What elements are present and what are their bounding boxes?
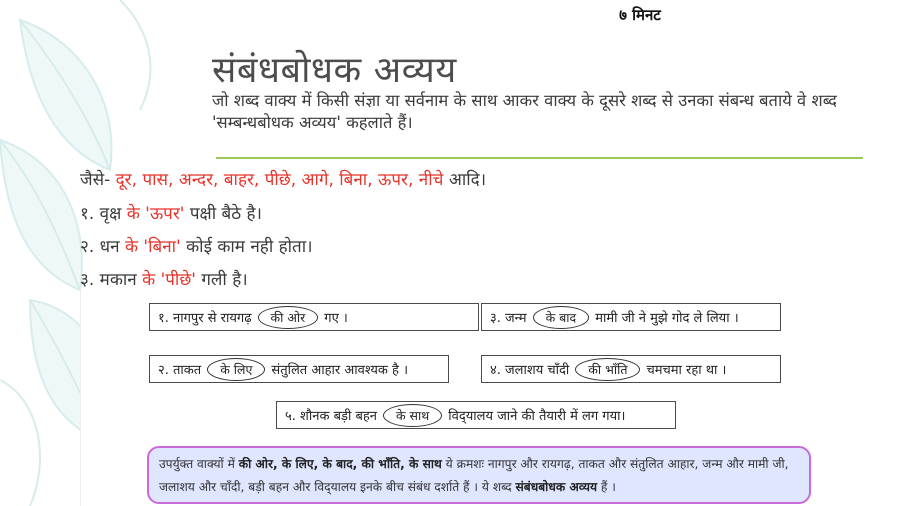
sentence-2 xyxy=(80,234,313,257)
box-oval-word: के साथ xyxy=(383,404,442,427)
sentence-text: १. वृक्ष xyxy=(80,204,127,224)
sentence-text: ३. मकान xyxy=(80,270,143,290)
example-box-3 xyxy=(481,303,781,331)
box-oval-word: के बाद xyxy=(533,306,590,329)
box-oval-word: के लिए xyxy=(207,358,265,381)
examples-prefix: जैसे- xyxy=(80,170,116,190)
box-text: गए । xyxy=(324,311,348,326)
box-text: मामी जी ने मुझे गोद ले लिया । xyxy=(595,311,739,326)
examples-highlight: दूर, पास, अन्दर, बाहर, पीछे, आगे, बिना, ऊपर, नीचे xyxy=(115,170,444,190)
examples-line xyxy=(80,167,486,190)
box-text: ५. शौनक बड़ी बहन xyxy=(285,409,377,424)
sentence-text: पक्षी बैठे है। xyxy=(184,204,262,224)
sentence-text: गली है। xyxy=(195,270,248,290)
box-text: २. ताकत xyxy=(158,363,202,378)
example-box-4 xyxy=(481,355,781,383)
example-box-2 xyxy=(149,355,449,383)
box-text: ४. जलाशय चाँदी xyxy=(490,363,570,378)
box-text: विद्‌यालय जाने की तैयारी में लग गया। xyxy=(448,409,626,424)
summary-text: उपर्युक्त वाक्यों में xyxy=(159,457,239,471)
sentence-text: कोई काम नही होता। xyxy=(180,237,313,257)
summary-bold: संबंधबोधक अव्यय xyxy=(515,480,598,494)
summary-bold: की ओर, के लिए, के बाद, की भाँति, के साथ xyxy=(238,457,442,471)
box-text: ३. जन्म xyxy=(490,311,527,326)
example-box-1 xyxy=(149,303,479,331)
box-text: चमचमा रहा था । xyxy=(646,363,727,378)
box-text: १. नागपुर से रायगढ़ xyxy=(158,311,252,326)
summary-text: ये क्रमशः नागपुर और रायगढ़, ताकत और संतुलित आहार, जन्म और मामी जी, जलाशय और चाँदी, बड़ी बहन और विद्‌यालय इनके बीच संबंध दर्शाते हैं । ये शब्द xyxy=(159,457,789,494)
examples-suffix: आदि। xyxy=(443,170,487,190)
sentence-3 xyxy=(80,267,248,290)
box-oval-word: की भाँति xyxy=(575,358,640,381)
box-oval-word: की ओर xyxy=(258,306,319,329)
sentence-text: २. धन xyxy=(80,237,125,257)
textbook-excerpt xyxy=(80,290,823,506)
summary-box xyxy=(147,446,811,504)
page-title: संबंधबोधक अव्यय xyxy=(212,50,457,91)
summary-text: हैं । xyxy=(597,480,616,494)
sentence-1 xyxy=(80,201,262,224)
timer-label: ७ मिनट xyxy=(596,0,684,30)
sentence-highlight: के 'बिना' xyxy=(124,237,181,257)
example-box-5 xyxy=(276,401,676,429)
sentence-highlight: के 'पीछे' xyxy=(142,270,196,290)
divider-line xyxy=(216,157,863,159)
definition-text: जो शब्द वाक्य में किसी संज्ञा या सर्वनाम के साथ आकर वाक्य के दूसरे शब्द से उनका संबन्ध बताये वे शब्द 'सम्बन्धबोधक अव्यय' कहलाते हैं। xyxy=(212,91,837,132)
box-text: संतुलित आहार आवश्यक है । xyxy=(271,363,408,378)
sentence-highlight: के 'ऊपर' xyxy=(126,204,185,224)
